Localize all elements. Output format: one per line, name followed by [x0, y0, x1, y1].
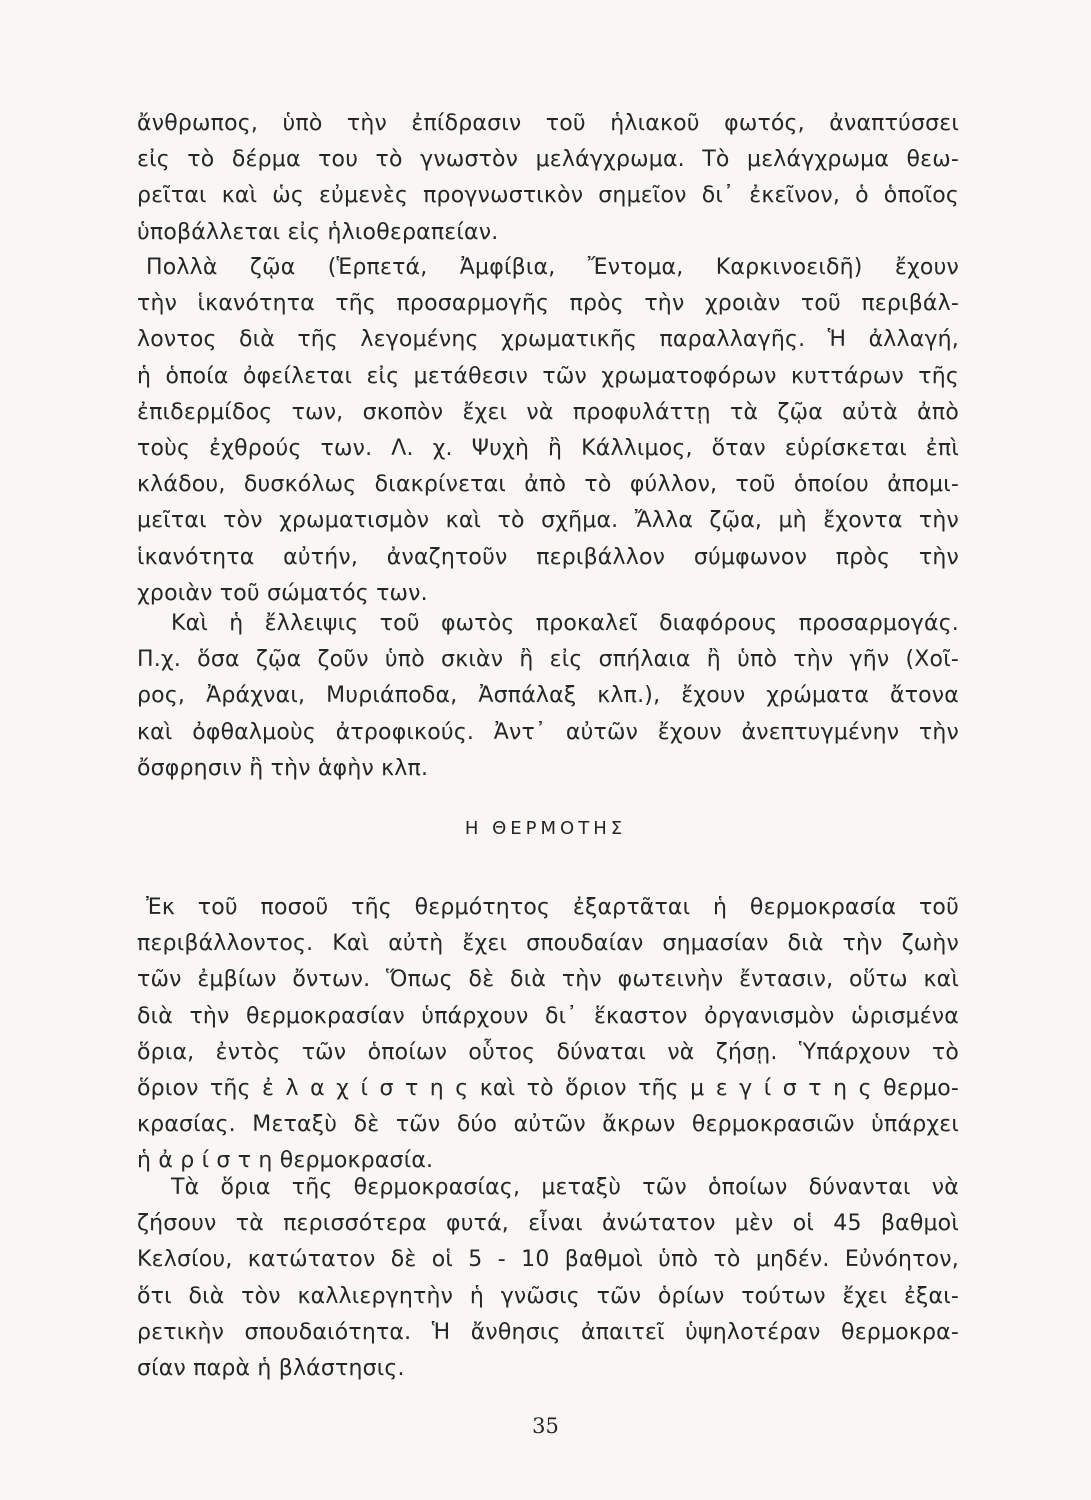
text-line: ὅρια, ἐντὸς τῶν ὁποίων οὗτος δύναται νὰ ζήσῃ. Ὑπάρχουν τὸ	[137, 1039, 959, 1065]
text-line: χροιὰν τοῦ σώματός των.	[137, 580, 428, 606]
text-line: τῶν ἐμβίων ὄντων. Ὅπως δὲ διὰ τὴν φωτεινὴν ἔντασιν, οὕτω καὶ	[137, 967, 959, 993]
paragraph-5	[137, 1170, 959, 1387]
text-line: λοντος διὰ τῆς λεγομένης χρωματικῆς παραλλαγῆς. Ἡ ἀλλαγή,	[137, 327, 959, 353]
text-line: ρος, Ἀράχναι, Μυριάποδα, Ἀσπάλαξ κλπ.), ἔχουν χρώματα ἄτονα	[137, 683, 959, 709]
text-line: εἰς τὸ δέρμα του τὸ γνωστὸν μελάγχρωμα. Τὸ μελάγχρωμα θεω-	[137, 147, 959, 173]
text-line: Π.χ. ὅσα ζῷα ζοῦν ὑπὸ σκιὰν ἢ εἰς σπήλαια ἢ ὑπὸ τὴν γῆν (Χοῖ-	[137, 647, 959, 673]
page-number: 35	[532, 1414, 559, 1438]
text-line: ἡ ὁποία ὀφείλεται εἰς μετάθεσιν τῶν χρωματοφόρων κυττάρων τῆς	[137, 363, 959, 389]
text-line: Κελσίου, κατώτατον δὲ οἱ 5 - 10 βαθμοὶ ὑπὸ τὸ μηδέν. Εὐνόητον,	[137, 1247, 959, 1273]
text-line: Πολλὰ ζῷα (Ἑρπετά, Ἀμφίβια, Ἔντομα, Καρκινοειδῆ) ἔχουν	[146, 255, 959, 280]
text-line: ρετικὴν σπουδαιότητα. Ἡ ἄνθησις ἀπαιτεῖ ὑψηλοτέραν θερμοκρα-	[137, 1319, 959, 1345]
text-line: διὰ τὴν θερμοκρασίαν ὑπάρχουν δι᾽ ἕκαστον ὀργανισμὸν ὡρισμένα	[137, 1003, 959, 1029]
text-line: τοὺς ἐχθρούς των. Λ. χ. Ψυχὴ ἢ Κάλλιμος, ὅταν εὑρίσκεται ἐπὶ	[137, 435, 959, 461]
text-line: Ἐκ τοῦ ποσοῦ τῆς θερμότητος ἐξαρτᾶται ἡ θερμοκρασία τοῦ	[146, 895, 959, 920]
text-line: κλάδου, δυσκόλως διακρίνεται ἀπὸ τὸ φύλλον, τοῦ ὁποίου ἀπομι-	[137, 472, 959, 498]
text-line: κρασίας. Μεταξὺ δὲ τῶν δύο αὐτῶν ἄκρων θερμοκρασιῶν ὑπάρχει	[137, 1112, 959, 1138]
section-heading: Η ΘΕΡΜΟΤΗΣ	[464, 818, 627, 839]
text-line: μεῖται τὸν χρωματισμὸν καὶ τὸ σχῆμα. Ἄλλα ζῷα, μὴ ἔχοντα τὴν	[137, 508, 959, 534]
text-line: ὄσφρησιν ἢ τὴν ἁφὴν κλπ.	[137, 755, 429, 781]
text-line: ζήσουν τὰ περισσότερα φυτά, εἶναι ἀνώτατον μὲν οἱ 45 βαθμοὶ	[137, 1211, 959, 1237]
paragraph-3	[137, 606, 959, 787]
text-line: ὅτι διὰ τὸν καλλιεργητὴν ἡ γνῶσις τῶν ὁρίων τούτων ἔχει ἐξαι-	[137, 1283, 959, 1309]
text-line: καὶ ὀφθαλμοὺς ἀτροφικούς. Ἀντ᾽ αὐτῶν ἔχουν ἀνεπτυγμένην τὴν	[137, 719, 959, 745]
text-line: Καὶ ἡ ἔλλειψις τοῦ φωτὸς προκαλεῖ διαφόρους προσαρμογάς.	[171, 611, 959, 636]
text-line: ὑποβάλλεται εἰς ἡλιοθεραπείαν.	[137, 219, 499, 245]
text-line: περιβάλλοντος. Καὶ αὐτὴ ἔχει σπουδαίαν σημασίαν διὰ τὴν ζωὴν	[137, 931, 959, 957]
text-line: ὅριον τῆς ἐ λ α χ ί σ τ η ς καὶ τὸ ὅριον τῆς μ ε γ ί σ τ η ς θερμο-	[137, 1075, 959, 1101]
text-line: ἱκανότητα αὐτήν, ἀναζητοῦν περιβάλλον σύμφωνον πρὸς τὴν	[137, 544, 959, 570]
text-line: ἡ ἀ ρ ί σ τ η θερμοκρασία.	[137, 1148, 434, 1174]
paragraph-1	[137, 106, 959, 251]
text-line: ἐπιδερμίδος των, σκοπὸν ἔχει νὰ προφυλάττῃ τὰ ζῷα αὐτὰ ἀπὸ	[137, 399, 959, 425]
paragraph-2	[137, 250, 959, 612]
text-line: ἄνθρωπος, ὑπὸ τὴν ἐπίδρασιν τοῦ ἡλιακοῦ φωτός, ἀναπτύσσει	[137, 111, 959, 136]
text-line: Τὰ ὅρια τῆς θερμοκρασίας, μεταξὺ τῶν ὁποίων δύνανται νὰ	[171, 1175, 959, 1200]
text-line: σίαν παρὰ ἡ βλάστησις.	[137, 1355, 405, 1381]
text-line: τὴν ἱκανότητα τῆς προσαρμογῆς πρὸς τὴν χροιὰν τοῦ περιβάλ-	[137, 291, 959, 317]
text-line: ρεῖται καὶ ὡς εὐμενὲς προγνωστικὸν σημεῖον δι᾽ ἐκεῖνον, ὁ ὁποῖος	[137, 183, 959, 209]
paragraph-4	[137, 890, 959, 1180]
